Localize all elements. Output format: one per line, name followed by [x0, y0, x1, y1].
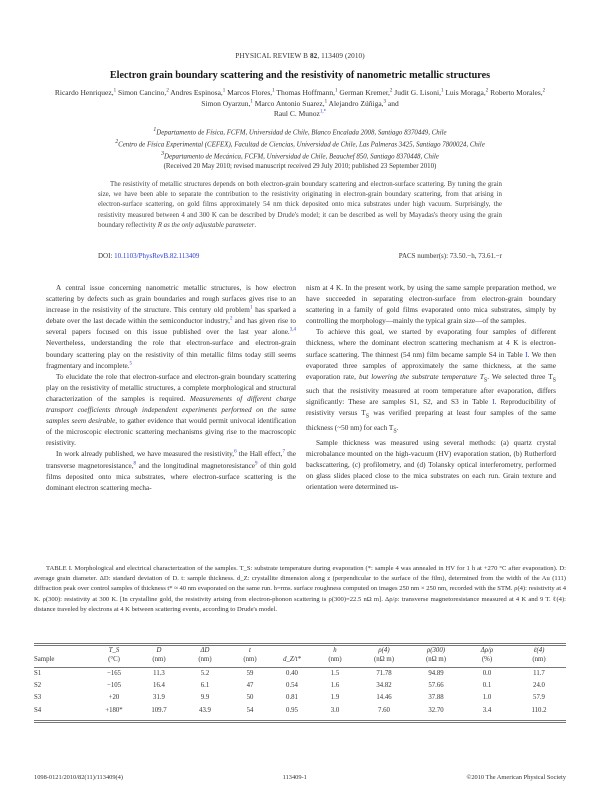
- paper-title: Electron grain boundary scattering and the resistivity of nanometric metallic structures: [109, 70, 491, 81]
- data-table: [34, 643, 566, 723]
- footer-page-number: 113409-1: [282, 774, 307, 781]
- paragraph: nism at 4 K. In the present work, by using the same sample preparation method, we have succeeded in separating electron-surface from electron-grain boundary scattering in a family of gold films evaporated onto mica substrates, simply by controlling the morphology—mainly the typical grain size—of the samples.: [306, 284, 556, 326]
- author: Marcos Flores,$^1$: [227, 88, 275, 97]
- body-column-right: [306, 283, 556, 493]
- affiliation: $^2$Centro de Física Experimental (CEFEX), Facultad de Ciencias, Universidad de Chile, Las Palmeras 3425, Santiago 7800024, Chile: [115, 138, 485, 149]
- author-list: [48, 88, 552, 120]
- body-column-left: [46, 283, 296, 494]
- table-bottom-rule: [34, 720, 566, 723]
- table-header-row-units: Sample (°C) (nm) (nm) (nm) d_Z/t* (nm) (nΩ m) (nΩ m) (%) (nm): [34, 656, 546, 663]
- table-ref-link[interactable]: I: [492, 398, 495, 407]
- paragraph: To achieve this goal, we started by evaporating four samples of different thickness, where the dominant electron scattering mechanism at 4 K is electron-surface scattering. The thinnest (54 nm) film became sample S4 in Table I. We then evaporated three samples of approximately the same thickness, at the same evaporation rate, but lowering the substrate temperature $T_S$. We selected three $T_S$ such that the resistivity measured at room temperature after evaporation, differs significantly: These are samples S1, S2, and S3 in Table I. Reproducibility of resistivity versus $T_S$ was verified preparing at least four samples of the same thickness (~50 nm) for each $T_S$.: [306, 328, 557, 435]
- author: Roberto Morales,$^2$: [490, 88, 546, 97]
- publication-dates: (Received 20 May 2010; revised manuscript received 29 July 2010; published 23 September 2010): [163, 162, 437, 170]
- author: Alejandro Zúñiga,$^3$: [328, 98, 387, 108]
- author: Thomas Hoffmann,$^1$: [276, 88, 338, 97]
- ref-link[interactable]: 7: [282, 450, 285, 455]
- doi-link[interactable]: 10.1103/PhysRevB.82.113409: [114, 252, 200, 260]
- table-row: S1 −165 11.3 5.2 59 0.40 1.5 71.78 94.89 0.0 11.7: [34, 670, 545, 677]
- author: Raul C. Munoz$^{1,*}$: [273, 109, 327, 118]
- ref-link[interactable]: 1: [249, 305, 253, 311]
- ref-link[interactable]: 5: [129, 361, 133, 367]
- paragraph: In work already published, we have measured the resistivity,$^6$ the Hall effect,$^7$ the transverse magnetoresistance,$^8$ and the longitudinal magnetoresistance$^9$ of thin gold films deposited onto mica substrates, where electron-surface scattering is the dominant electron scattering mecha-: [46, 450, 296, 492]
- author: Judit G. Lisoni,$^1$: [394, 88, 444, 97]
- doi: DOI: 10.1103/PhysRevB.82.113409: [98, 252, 200, 260]
- author: German Kremer,$^2$: [339, 88, 393, 97]
- table-header-row-top: T_S D ΔD t h ρ(4) ρ(300) Δρ/ρ ℓ(4): [108, 647, 545, 654]
- author: Andres Espinosa,$^1$: [170, 88, 226, 97]
- author: Marco Antonio Suarez,$^1$: [254, 98, 328, 108]
- author: Ricardo Henriquez,$^1$: [54, 88, 117, 97]
- ref-link[interactable]: 9: [254, 461, 258, 467]
- affiliation: $^1$Departamento de Física, FCFM, Universidad de Chile, Blanco Encalada 2008, Santiago 8370449, Chile: [153, 127, 447, 137]
- ref-link[interactable]: 2: [229, 316, 233, 322]
- paragraph: Sample thickness was measured using several methods: (a) quartz crystal microbalance mounted on the high-vacuum (HV) evaporation station, (b) Rutherford backscattering, (c) profilometry, and (d) Tolansky optical interferometry, performed on glass slides placed close to the mica substrates on each run. Grain texture and orientation were determined us-: [306, 438, 556, 491]
- table-caption: TABLE I. Morphological and electrical characterization of the samples. T_S: substrate temperature during evaporation (*: sample 4 was annealed in HV for 1 h at +270 °C after evaporation). D: average grain diameter. ΔD: standard deviation of D. t: sample thickness. d_Z: crystallite dimension along z (perpendicular to the surface of the film), determined from the width of the Au (111) diffraction peak over control samples of thickness t* ≈ 40 nm evaporated on the same run. h=rms. surface roughness computed on images 250 nm × 250 nm, recorded with the STM. ρ(4): resistivity at 4 K. ρ(300): resistivity at 300 K. [In crystalline gold, the resistivity arising from electron-phonon scattering is ρ(300)=22.5 nΩ m]. Δρ/ρ: transverse magnetoresistance measured at 4 K and 9 T. ℓ(4): distance traveled by electrons at 4 K between scattering events, according to Drude's model.: [34, 565, 566, 613]
- author: Simon Cancino,$^2$: [117, 88, 169, 97]
- page-footer: [34, 774, 566, 781]
- author: Simon Oyarzun,$^1$: [201, 98, 253, 108]
- table-row: S4 +180* 109.7 43.9 54 0.95 3.0 7.60 32.70 3.4 110.2: [34, 706, 547, 714]
- ref-link[interactable]: 6: [234, 450, 237, 455]
- article-info: , 113409 (2010): [317, 52, 365, 60]
- table-row: S3 +20 31.9 9.9 50 0.81 1.9 14.46 37.88 1.0 57.9: [34, 694, 545, 702]
- journal-volume: 82: [309, 52, 318, 60]
- journal-name: PHYSICAL REVIEW B: [235, 52, 309, 60]
- ref-link[interactable]: 8: [133, 461, 137, 467]
- paragraph: A central issue concerning nanometric metallic structures, is how electron scattering by defects such as grain boundaries and rough surfaces gives rise to an increase in the resistivity of the structure. This century old problem$^1$ has sparked a debate over the last decade within the semiconductor industry,$^2$ and has given rise to several papers focused on this issue published over the last year alone.$^{3,4}$ Nevertheless, understanding the role that electron-surface and electron-grain boundary scattering play on the resistivity of thin metallic films today still seems fragmentary and incomplete.$^5$: [46, 284, 296, 370]
- author-conjunction: and: [387, 98, 399, 108]
- corresponding-author-link[interactable]: 1,*: [319, 109, 327, 115]
- doi-pacs-line: [98, 252, 502, 260]
- footer-issn: 1098-0121/2010/82(11)/113409(4): [34, 774, 123, 781]
- affiliation: $^3$Departamento de Mecánica, FCFM, Universidad de Chile, Beauchef 850, Santiago 8370448, Chile: [161, 150, 439, 161]
- author: Luis Moraga,$^2$: [445, 88, 489, 97]
- footer-copyright: ©2010 The American Physical Society: [466, 774, 566, 781]
- running-head: [0, 52, 600, 60]
- abstract: The resistivity of metallic structures depends on both electron-grain boundary scattering and electron-surface scattering. By tuning the grain size, we have been able to separate the contribution to the resistivity originating in electron-grain boundary scattering, from that arising in electron-surface scattering, on gold films approximately 54 nm thick deposited onto mica substrates under high vacuum. Surprisingly, the resistivity measured between 4 and 300 K can be described by Drude's model; it can be described as well by Mayadas's theory using the grain boundary reflectivity R as the only adjustable parameter.: [98, 181, 502, 229]
- affiliations: [40, 126, 560, 171]
- paragraph: To elucidate the role that electron-surface and electron-grain boundary scattering play on the resistivity of metallic structures, a complete morphological and structural characterization of the samples is required. Measurements of different charge transport coefficients through independent experiments performed on the same samples seem desirable, to gather evidence that would permit univocal identification of the microscopic electronic scattering mechanisms giving rise to the macroscopic resistivity.: [46, 372, 296, 448]
- table-row: S2 −105 16.4 6.1 47 0.54 1.6 34.82 57.66 0.1 24.0: [34, 682, 545, 690]
- table-ref-link[interactable]: I: [525, 350, 528, 359]
- ref-link[interactable]: 3,4: [289, 327, 296, 333]
- pacs-numbers: PACS number(s): 73.50.−h, 73.61.−r: [398, 252, 502, 260]
